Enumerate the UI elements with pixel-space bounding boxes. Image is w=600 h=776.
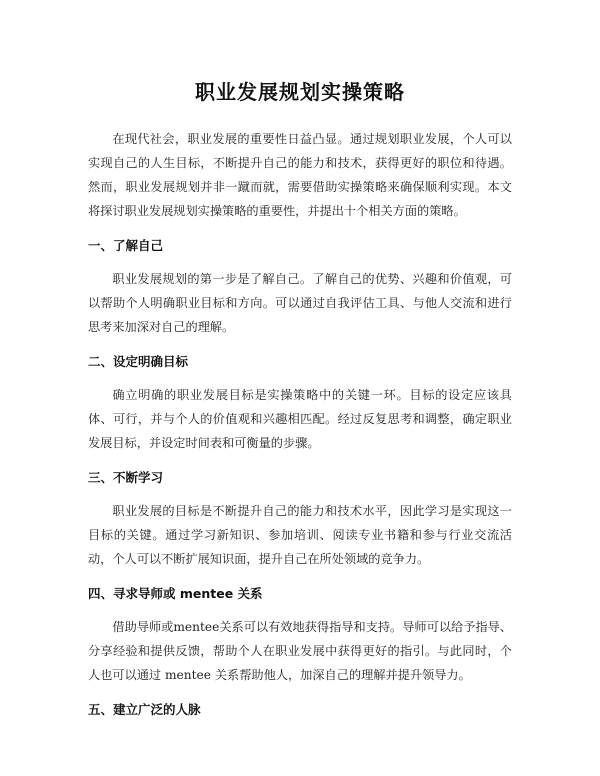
section-heading: 五、建立广泛的人脉: [88, 702, 201, 717]
section-heading: 四、寻求导师或 mentee 关系: [88, 586, 263, 601]
section-heading: 三、不断学习: [88, 470, 164, 485]
section-body: 职业发展的目标是不断提升自己的能力和技术水平，因此学习是实现这一目标的关键。通过学习新知识、参加培训、阅读专业书籍和参与行业交流活动，个人可以不断扩展知识面，提升自己在所处领域的竞争力。: [88, 504, 512, 566]
section-keep-learning: [88, 469, 512, 571]
document-title: 职业发展规划实操策略: [195, 80, 405, 104]
section-network: [88, 701, 512, 719]
section-set-goals: [88, 353, 512, 455]
section-heading: 一、了解自己: [88, 238, 164, 253]
section-know-yourself: [88, 237, 512, 339]
intro-paragraph: 在现代社会，职业发展的重要性日益凸显。通过规划职业发展，个人可以实现自己的人生目标，不断提升自己的能力和技术，获得更好的职位和待遇。然而，职业发展规划并非一蹴而就，需要借助实操策略来确保顺利实现。本文将探讨职业发展规划实操策略的重要性，并提出十个相关方面的策略。: [88, 132, 512, 218]
section-heading: 二、设定明确目标: [88, 354, 189, 369]
section-body: 确立明确的职业发展目标是实操策略中的关键一环。目标的设定应该具体、可行，并与个人的价值观和兴趣相匹配。经过反复思考和调整，确定职业发展目标，并设定时间表和可衡量的步骤。: [88, 388, 512, 450]
section-body: 借助导师或mentee关系可以有效地获得指导和支持。导师可以给予指导、分享经验和提供反馈，帮助个人在职业发展中获得更好的指引。与此同时，个人也可以通过 mentee 关系帮助他人，加深自己的理解并提升领导力。: [88, 620, 512, 682]
section-body: 职业发展规划的第一步是了解自己。了解自己的优势、兴趣和价值观，可以帮助个人明确职业目标和方向。可以通过自我评估工具、与他人交流和进行思考来加深对自己的理解。: [88, 272, 512, 334]
section-mentor: [88, 585, 512, 687]
